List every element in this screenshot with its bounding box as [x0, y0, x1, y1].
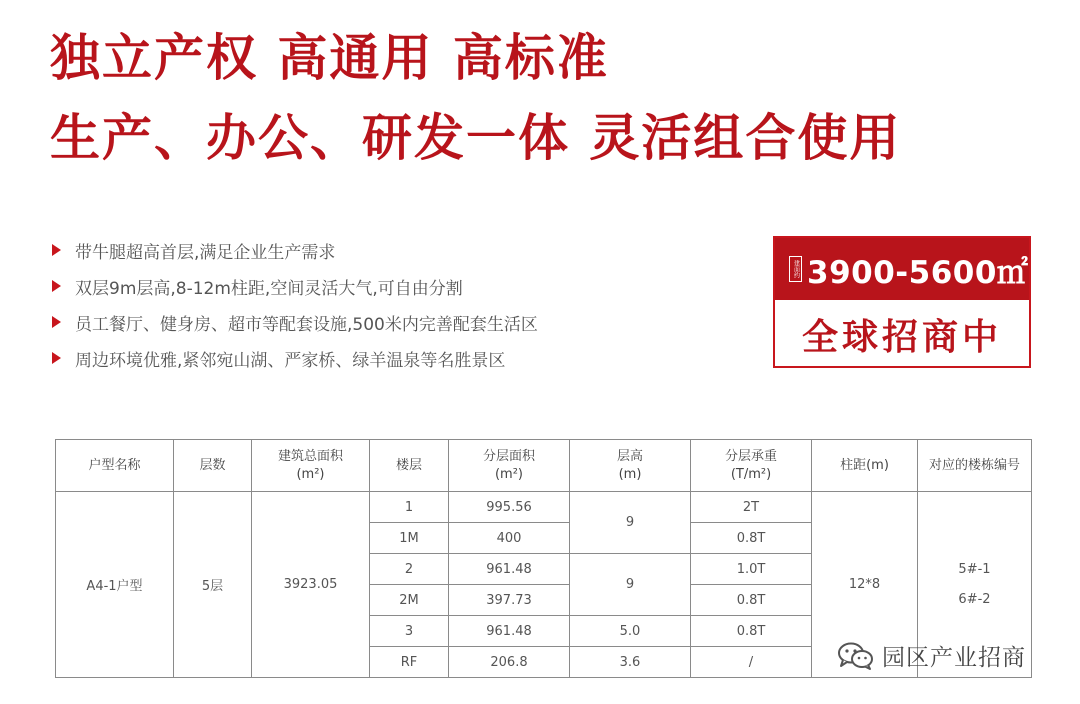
cell-height: 9	[570, 554, 691, 616]
area-range: 3900-5600㎡	[807, 254, 1029, 291]
triangle-bullet-icon	[52, 244, 61, 256]
feature-text: 双层9m层高,8-12m柱距,空间灵活大气,可自由分割	[75, 278, 463, 299]
cell-floor-area: 206.8	[449, 647, 570, 678]
header-building: 对应的楼栋编号	[918, 440, 1032, 492]
cell-building: 5#-1 6#-2	[918, 492, 1032, 678]
header-column: 柱距(m)	[812, 440, 918, 492]
header-floor-area: 分层面积 (m²)	[449, 440, 570, 492]
triangle-bullet-icon	[52, 352, 61, 364]
cell-height: 9	[570, 492, 691, 554]
watermark-text: 园区产业招商	[882, 645, 1026, 671]
feature-item	[52, 304, 538, 340]
cell-load: 0.8T	[691, 585, 812, 616]
wechat-icon	[836, 641, 876, 671]
table-header-row	[56, 440, 1032, 492]
header-height: 层高 (m)	[570, 440, 691, 492]
cell-level: 1	[370, 492, 449, 523]
cell-floor-area: 397.73	[449, 585, 570, 616]
header-type: 户型名称	[56, 440, 174, 492]
area-tag: 建面约	[789, 256, 802, 282]
cell-level: 3	[370, 616, 449, 647]
table-row	[56, 492, 1032, 523]
cell-level: 1M	[370, 523, 449, 554]
cell-floors: 5层	[174, 492, 252, 678]
watermark	[836, 639, 1026, 672]
cell-floor-area: 961.48	[449, 616, 570, 647]
promo-box	[773, 236, 1031, 368]
cell-floor-area: 995.56	[449, 492, 570, 523]
cell-level: 2	[370, 554, 449, 585]
feature-item	[52, 340, 538, 376]
cell-level: RF	[370, 647, 449, 678]
cell-floor-area: 961.48	[449, 554, 570, 585]
feature-item	[52, 268, 538, 304]
cell-load: 0.8T	[691, 523, 812, 554]
header-load: 分层承重 (T/m²)	[691, 440, 812, 492]
cell-height: 3.6	[570, 647, 691, 678]
feature-list	[52, 232, 538, 376]
cell-column: 12*8	[812, 492, 918, 678]
cell-height: 5.0	[570, 616, 691, 647]
feature-text: 带牛腿超高首层,满足企业生产需求	[75, 242, 336, 263]
cell-type: A4-1户型	[56, 492, 174, 678]
header-total-area: 建筑总面积 (m²)	[252, 440, 370, 492]
header-level: 楼层	[370, 440, 449, 492]
feature-item	[52, 232, 538, 268]
cell-load: /	[691, 647, 812, 678]
triangle-bullet-icon	[52, 280, 61, 292]
cell-total-area: 3923.05	[252, 492, 370, 678]
cell-load: 1.0T	[691, 554, 812, 585]
headline-line-2: 生产、办公、研发一体 灵活组合使用	[50, 109, 902, 167]
header-floors: 层数	[174, 440, 252, 492]
headline-line-1: 独立产权 高通用 高标准	[50, 29, 609, 87]
promo-area-banner	[775, 238, 1029, 300]
feature-text: 周边环境优雅,紧邻宛山湖、严家桥、绿羊温泉等名胜景区	[75, 350, 506, 371]
cell-floor-area: 400	[449, 523, 570, 554]
cell-load: 0.8T	[691, 616, 812, 647]
triangle-bullet-icon	[52, 316, 61, 328]
feature-text: 员工餐厅、健身房、超市等配套设施,500米内完善配套生活区	[75, 314, 538, 335]
cell-load: 2T	[691, 492, 812, 523]
cell-level: 2M	[370, 585, 449, 616]
promo-slogan: 全球招商中	[801, 316, 1002, 358]
